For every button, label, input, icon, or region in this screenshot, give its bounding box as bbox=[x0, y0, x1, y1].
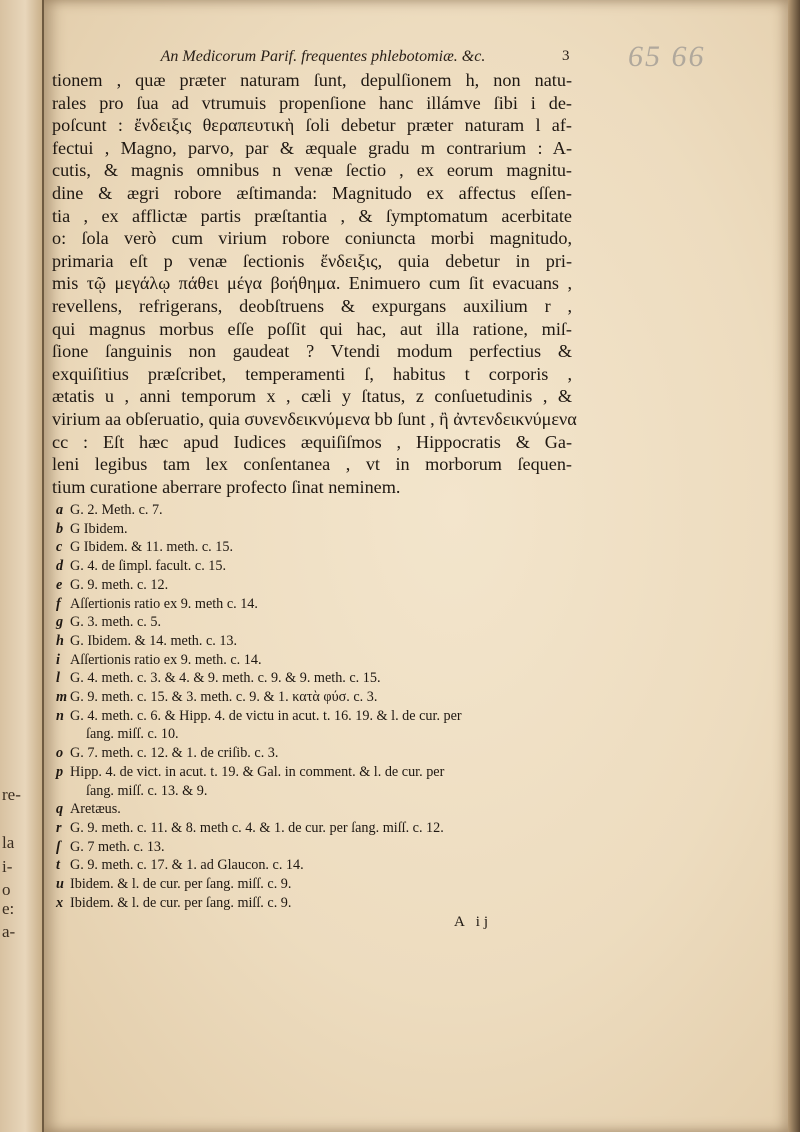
note-text: G. 9. meth. c. 15. & 3. meth. c. 9. & 1. κατὰ φύσ. c. 3. bbox=[70, 689, 378, 706]
note-marker: x bbox=[56, 894, 64, 911]
text-line: fectui , Magno, parvo, par & æquale gradu m contrarium : A- bbox=[52, 137, 572, 158]
note-item bbox=[56, 707, 596, 726]
note-marker: m bbox=[56, 689, 68, 706]
note-text: G. 9. meth. c. 12. bbox=[70, 576, 169, 593]
text-line: ætatis u , anni temporum x , cæli y ſtatus, z conſuetudinis , & bbox=[52, 386, 572, 407]
facing-page-fragment: i- bbox=[2, 857, 13, 876]
catchword: A ij bbox=[454, 914, 493, 930]
note-marker: o bbox=[56, 745, 64, 762]
note-text: G Ibidem. bbox=[70, 520, 128, 537]
note-item bbox=[56, 763, 596, 782]
note-marker: r bbox=[56, 819, 62, 836]
note-marker: g bbox=[56, 614, 64, 631]
text-line: ſione ſanguinis non gaudeat ? Vtendi modum perfectius & bbox=[52, 341, 572, 362]
note-text: G. 7 meth. c. 13. bbox=[70, 838, 165, 855]
note-marker: q bbox=[56, 801, 64, 818]
facing-page-fragment: e: bbox=[2, 899, 15, 918]
text-line: cutis, & magnis omnibus n venæ ſectio , ex eorum magnitu- bbox=[52, 160, 572, 181]
note-text: ſang. miſſ. c. 10. bbox=[86, 726, 179, 743]
text-line: poſcunt : ἔνδειξις θεραπευτικὴ ſoli debetur præter naturam l af- bbox=[52, 115, 572, 136]
note-text: G. 3. meth. c. 5. bbox=[70, 614, 162, 631]
note-item bbox=[56, 595, 596, 614]
facing-page-fragment: o bbox=[2, 880, 11, 899]
note-text: Ibidem. & l. de cur. per ſang. miſſ. c. 9. bbox=[70, 876, 292, 893]
facing-page-fragment: la bbox=[2, 833, 15, 852]
note-text: Ibidem. & l. de cur. per ſang. miſſ. c. 9. bbox=[70, 894, 292, 911]
manuscript-folio-number: 65 66 bbox=[628, 40, 706, 73]
note-item bbox=[56, 576, 596, 595]
note-item bbox=[56, 800, 596, 819]
text-line: rales pro ſua ad vtrumuis propenſione hanc illámve ſibi i de- bbox=[52, 92, 572, 113]
note-marker: d bbox=[56, 558, 64, 575]
note-item bbox=[56, 557, 596, 576]
note-text: G. 9. meth. c. 17. & 1. ad Glaucon. c. 14. bbox=[70, 857, 304, 874]
note-text: G. 4. meth. c. 6. & Hipp. 4. de victu in acut. t. 16. 19. & l. de cur. per bbox=[70, 707, 462, 724]
note-marker: ſ bbox=[56, 838, 61, 855]
text-line: revellens, refrigerans, deobſtruens & expurgans auxilium r , bbox=[52, 295, 572, 316]
page-number: 3 bbox=[562, 48, 570, 64]
note-text: Aſſertionis ratio ex 9. meth. c. 14. bbox=[70, 651, 262, 668]
page-edge-right bbox=[788, 0, 800, 1132]
note-marker: c bbox=[56, 539, 63, 556]
note-item bbox=[56, 651, 596, 670]
note-text: G. 7. meth. c. 12. & 1. de criſib. c. 3. bbox=[70, 745, 279, 762]
note-item bbox=[56, 744, 596, 763]
facing-page-fragment: a- bbox=[2, 922, 16, 941]
note-item bbox=[56, 838, 596, 857]
text-line: o: ſola verò cum virium robore coniuncta morbi magnitudo, bbox=[52, 228, 572, 249]
text-line: tia , ex afflictæ partis præſtantia , & ſymptomatum acerbitate bbox=[52, 205, 572, 226]
note-item bbox=[56, 875, 596, 894]
facing-page-edge bbox=[0, 0, 44, 1132]
note-item bbox=[56, 819, 596, 838]
note-marker: i bbox=[56, 651, 60, 668]
note-item bbox=[56, 856, 596, 875]
note-text: G. 9. meth. c. 11. & 8. meth c. 4. & 1. de cur. per ſang. miſſ. c. 12. bbox=[70, 819, 444, 836]
note-text: Aretæus. bbox=[70, 801, 121, 818]
note-item bbox=[56, 782, 596, 801]
note-marker: f bbox=[56, 595, 61, 612]
note-text: G. Ibidem. & 14. meth. c. 13. bbox=[70, 632, 238, 649]
note-item bbox=[56, 669, 596, 688]
note-item bbox=[56, 501, 596, 520]
text-line: cc : Eſt hæc apud Iudices æquiſiſmos , Hippocratis & Ga- bbox=[52, 431, 572, 452]
note-marker: a bbox=[56, 502, 64, 518]
text-line: exquiſitius præſcribet, temperamenti ſ, habitus t corporis , bbox=[52, 363, 572, 384]
note-marker: p bbox=[56, 763, 64, 780]
note-marker: e bbox=[56, 576, 63, 593]
note-marker: t bbox=[56, 857, 60, 874]
note-text: G Ibidem. & 11. meth. c. 15. bbox=[70, 539, 233, 556]
text-line: mis τῷ μεγάλῳ πάθει μέγα βοήθημα. Enimuero cum ſit evacuans , bbox=[52, 273, 572, 294]
text-line: tium curatione aberrare profecto ſinat neminem. bbox=[52, 476, 401, 497]
note-item bbox=[56, 520, 596, 539]
facing-page-fragment: re- bbox=[2, 785, 21, 804]
note-text: ſang. miſſ. c. 13. & 9. bbox=[86, 782, 208, 799]
marginal-notes bbox=[56, 501, 596, 912]
note-item bbox=[56, 894, 596, 913]
main-text-block bbox=[52, 69, 577, 498]
note-item bbox=[56, 613, 596, 632]
note-text: G. 4. de ſimpl. facult. c. 15. bbox=[70, 558, 227, 575]
note-marker: l bbox=[56, 670, 60, 687]
note-marker: u bbox=[56, 876, 64, 893]
text-line: qui magnus morbus eſſe poſſit qui hac, aut illa ratione, miſ- bbox=[52, 318, 572, 339]
note-item bbox=[56, 632, 596, 651]
note-marker: h bbox=[56, 632, 64, 649]
note-text: Aſſertionis ratio ex 9. meth c. 14. bbox=[70, 595, 258, 612]
text-line: dine & ægri robore æſtimanda: Magnitudo ex affectus eſſen- bbox=[52, 182, 572, 203]
text-line: leni legibus tam lex conſentanea , vt in morborum ſequen- bbox=[52, 454, 572, 475]
note-marker: n bbox=[56, 707, 64, 724]
text-line: virium aa obſeruatio, quia συνενδεικνύμενα bb ſunt , ἢ ἀντενδεικνύμενα bbox=[52, 408, 577, 429]
note-item bbox=[56, 688, 596, 707]
running-head: An Medicorum Parif. frequentes phlebotomiæ. &c. bbox=[160, 48, 486, 65]
note-item bbox=[56, 725, 596, 744]
note-marker: b bbox=[56, 520, 64, 537]
note-text: G. 2. Meth. c. 7. bbox=[70, 502, 163, 518]
text-line: primaria eſt p venæ ſectionis ἔνδειξις, quia debetur in pri- bbox=[52, 250, 572, 271]
note-text: Hipp. 4. de vict. in acut. t. 19. & Gal. in comment. & l. de cur. per bbox=[70, 763, 445, 780]
text-line: tionem , quæ præter naturam ſunt, depulſionem h, non natu- bbox=[52, 70, 572, 90]
note-item bbox=[56, 538, 596, 557]
note-text: G. 4. meth. c. 3. & 4. & 9. meth. c. 9. & 9. meth. c. 15. bbox=[70, 670, 381, 687]
